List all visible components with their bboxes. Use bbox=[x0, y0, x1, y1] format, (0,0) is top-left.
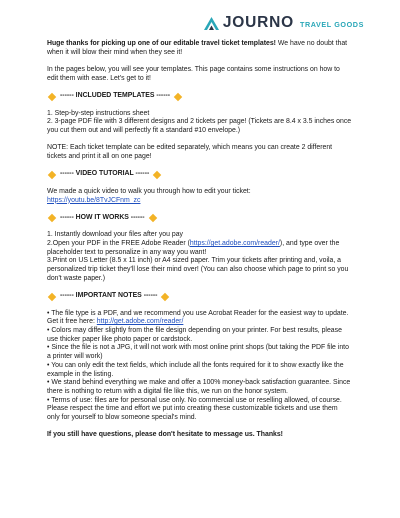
logo-mark-icon bbox=[204, 17, 219, 30]
diamond-icon bbox=[48, 92, 56, 100]
video-heading bbox=[47, 170, 352, 179]
logo-subtitle: TRAVEL GOODS bbox=[299, 19, 364, 29]
diamond-icon bbox=[153, 171, 161, 179]
diamond-icon bbox=[48, 292, 56, 300]
note-3: • Since the file is not a JPG, it will not work with most online print shops (but taking the PDF file into a printer will work) bbox=[47, 344, 349, 361]
how-step-2 bbox=[47, 240, 352, 257]
included-heading-text: ------ INCLUDED TEMPLATES ------ bbox=[60, 92, 171, 100]
note-5: • We stand behind everything we make and offer a 100% money-back satisfaction guarantee. Since there is nothing to return with a digital file like this, we run on the honor system. bbox=[47, 379, 351, 395]
adobe-reader-link[interactable]: https://get.adobe.com/reader/ bbox=[189, 240, 280, 248]
intro-rest: We have no doubt that when it will blow their mind when they see it! bbox=[47, 40, 348, 56]
how-heading bbox=[47, 214, 352, 223]
how-step-2-text-a: 2.Open your PDF in the FREE Adobe Reader ( bbox=[47, 240, 190, 248]
video-link[interactable]: https://youtu.be/8TvJCFnm_zc bbox=[47, 196, 141, 204]
document-body bbox=[47, 40, 352, 440]
diamond-icon bbox=[48, 214, 56, 222]
diamond-icon bbox=[161, 292, 169, 300]
header bbox=[47, 0, 364, 40]
notes-heading bbox=[47, 292, 352, 301]
notes-heading-text: ------ IMPORTANT NOTES ------ bbox=[60, 292, 158, 300]
how-step-2-text-b: ), and type over the placeholder text to personalize in any way you want! bbox=[47, 240, 340, 256]
intro-paragraph bbox=[47, 40, 352, 57]
included-item-1: 1. Step-by-step instructions sheet bbox=[47, 109, 150, 117]
diamond-icon bbox=[48, 171, 56, 179]
journo-logo bbox=[204, 14, 364, 32]
intro-bold: Huge thanks for picking up one of our editable travel ticket templates! bbox=[47, 40, 276, 47]
how-step-1: 1. Instantly download your files after you pay bbox=[47, 231, 183, 239]
included-heading bbox=[47, 92, 352, 101]
closing-text: If you still have questions, please don't hesitate to message us. Thanks! bbox=[47, 431, 283, 439]
note-1-text: • The file type is a PDF, and we recommend you use Acrobat Reader for the easiest way to update. Get it free here: bbox=[47, 309, 349, 326]
intro-paragraph-2: In the pages below, you will see your templates. This page contains some instructions on how to edit them with ease. Let's get to it! bbox=[47, 66, 340, 82]
note-6: • Terms of use: files are for personal use only. No commercial use or reselling allowed, of course. Please respect the time and effort we put into creating these customizable tickets and use them only for yourself to blow someone special's mind. bbox=[47, 396, 342, 422]
acrobat-link[interactable]: http://get.adobe.com/reader/ bbox=[96, 318, 184, 326]
included-item-2: 2. 3-page PDF file with 3 different designs and 2 tickets per page! (Tickets are 8.4 x 3.5 inches once you cut them out and will perfectly fit a standard #10 envelope.) bbox=[47, 118, 352, 134]
diamond-icon bbox=[174, 92, 182, 100]
note-4: • You can only edit the text fields, which include all the fonts required for it to show exactly like the example in the listing. bbox=[47, 361, 344, 378]
note-2: • Colors may differ slightly from the file design depending on your printer. For best results, please use thicker paper like photo paper or cardstock. bbox=[47, 327, 342, 343]
diamond-icon bbox=[148, 214, 156, 222]
how-heading-text: ------ HOW IT WORKS ------ bbox=[60, 213, 145, 221]
video-text: We made a quick video to walk you through how to edit your ticket: bbox=[47, 187, 251, 195]
how-step-3: 3.Print on US Letter (8.5 x 11 inch) or A4 sized paper. Trim your tickets after printing and, voila, a personalized trip ticket they'll lose their mind over! (You can also choose which page to print so you don't waste paper.) bbox=[47, 257, 349, 282]
note-1 bbox=[47, 310, 352, 327]
logo-brand: JOURNO bbox=[222, 14, 294, 31]
included-note: NOTE: Each ticket template can be edited separately, which means you can create 2 different tickets and print it all on one page! bbox=[47, 144, 333, 161]
video-heading-text: ------ VIDEO TUTORIAL ------ bbox=[60, 170, 150, 178]
